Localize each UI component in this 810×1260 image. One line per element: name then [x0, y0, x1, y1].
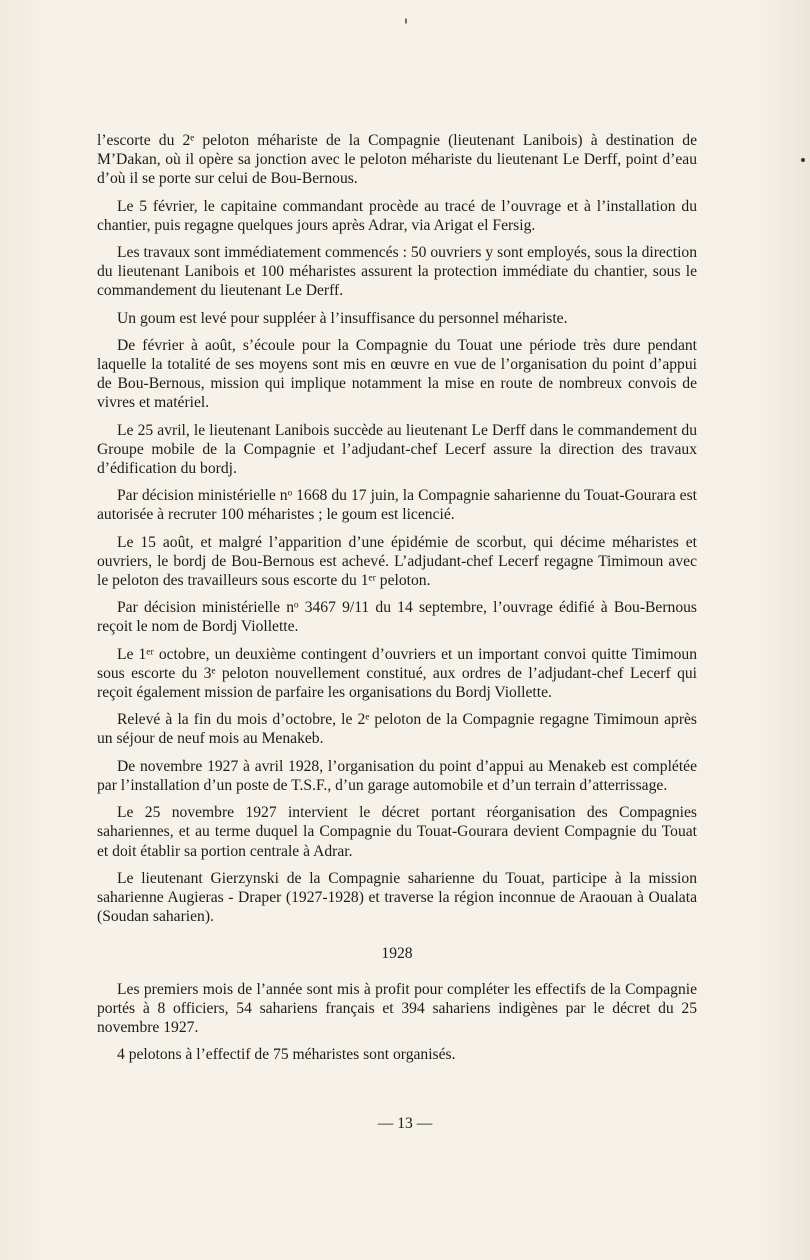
paragraph: l’escorte du 2ᵉ peloton méhariste de la Compagnie (lieutenant Lanibois) à destination de M’Dakan, où il opère sa jonction avec le peloton méhariste du lieutenant Le Derff, point d’eau d’où il se porte sur celui de Bou-Bernous.: [97, 132, 697, 188]
body-text: [97, 131, 697, 1072]
paragraph: Le 25 novembre 1927 intervient le décret portant réorganisation des Compagnies sahariennes, et au terme duquel la Compagnie du Touat-Gourara devient Compagnie du Touat et doit établir sa portion centrale à Adrar.: [97, 804, 697, 860]
paragraph: 4 pelotons à l’effectif de 75 méharistes sont organisés.: [117, 1046, 456, 1064]
paragraph: Les premiers mois de l’année sont mis à profit pour compléter les effectifs de la Compagnie portés à 8 officiers, 54 sahariens français et 394 sahariens indigènes par le décret du 25 novembre 1927.: [97, 980, 697, 1036]
paragraph: Par décision ministérielle nᵒ 1668 du 17 juin, la Compagnie saharienne du Touat-Gourara est autorisée à recruter 100 méharistes ; le goum est licencié.: [97, 487, 697, 524]
year-heading: 1928: [381, 945, 413, 963]
paragraph: Relevé à la fin du mois d’octobre, le 2ᵉ peloton de la Compagnie regagne Timimoun après un séjour de neuf mois au Menakeb.: [97, 711, 697, 748]
paper-speck: [405, 18, 407, 24]
paragraph: Le 5 février, le capitaine commandant procède au tracé de l’ouvrage et à l’installation du chantier, puis regagne quelques jours après Adrar, via Arigat el Fersig.: [97, 197, 697, 234]
paragraph: Le 1ᵉʳ octobre, un deuxième contingent d’ouvriers et un important convoi quitte Timimoun sous escorte du 3ᵉ peloton nouvellement constitué, aux ordres de l’adjudant-chef Lecerf qui reçoit également mission de parfaire les organisations du Bordj Viollette.: [97, 645, 697, 702]
paragraph: Le lieutenant Gierzynski de la Compagnie saharienne du Touat, participe à la mission saharienne Augieras - Draper (1927-1928) et traverse la région inconnue de Araouan à Oualata (Soudan saharien).: [97, 869, 697, 926]
paragraph: Le 25 avril, le lieutenant Lanibois succède au lieutenant Le Derff dans le commandement du Groupe mobile de la Compagnie et l’adjudant-chef Lecerf assure la direction des travaux d’édification du bordj.: [97, 421, 697, 478]
paragraph: De novembre 1927 à avril 1928, l’organisation du point d’appui au Menakeb est complétée par l’installation d’un poste de T.S.F., d’un garage automobile et d’un terrain d’atterrissage.: [97, 757, 697, 794]
page-number: — 13 —: [377, 1115, 433, 1132]
paragraph: Les travaux sont immédiatement commencés : 50 ouvriers y sont employés, sous la direction du lieutenant Lanibois et 100 méharistes assurent la protection immédiate du chantier, sous le commandement du lieutenant Le Derff.: [97, 244, 697, 300]
paragraph: Un goum est levé pour suppléer à l’insuffisance du personnel méhariste.: [117, 309, 568, 327]
paper-speck: [801, 158, 805, 162]
paragraph: De février à août, s’écoule pour la Compagnie du Touat une période très dure pendant laquelle la totalité de ses moyens sont mis en œuvre en vue de l’organisation du point d’appui de Bou-Bernous, mission qui implique notamment la mise en route de nombreux convois de vivres et matériel.: [97, 336, 697, 412]
paragraph: Le 15 août, et malgré l’apparition d’une épidémie de scorbut, qui décime méharistes et ouvriers, le bordj de Bou-Bernous est achevé. L’adjudant-chef Lecerf regagne Timimoun avec le peloton des travailleurs sous escorte du 1ᵉʳ peloton.: [97, 533, 697, 590]
paragraph: Par décision ministérielle nᵒ 3467 9/11 du 14 septembre, l’ouvrage édifié à Bou-Bernous reçoit le nom de Bordj Viollette.: [97, 599, 697, 636]
